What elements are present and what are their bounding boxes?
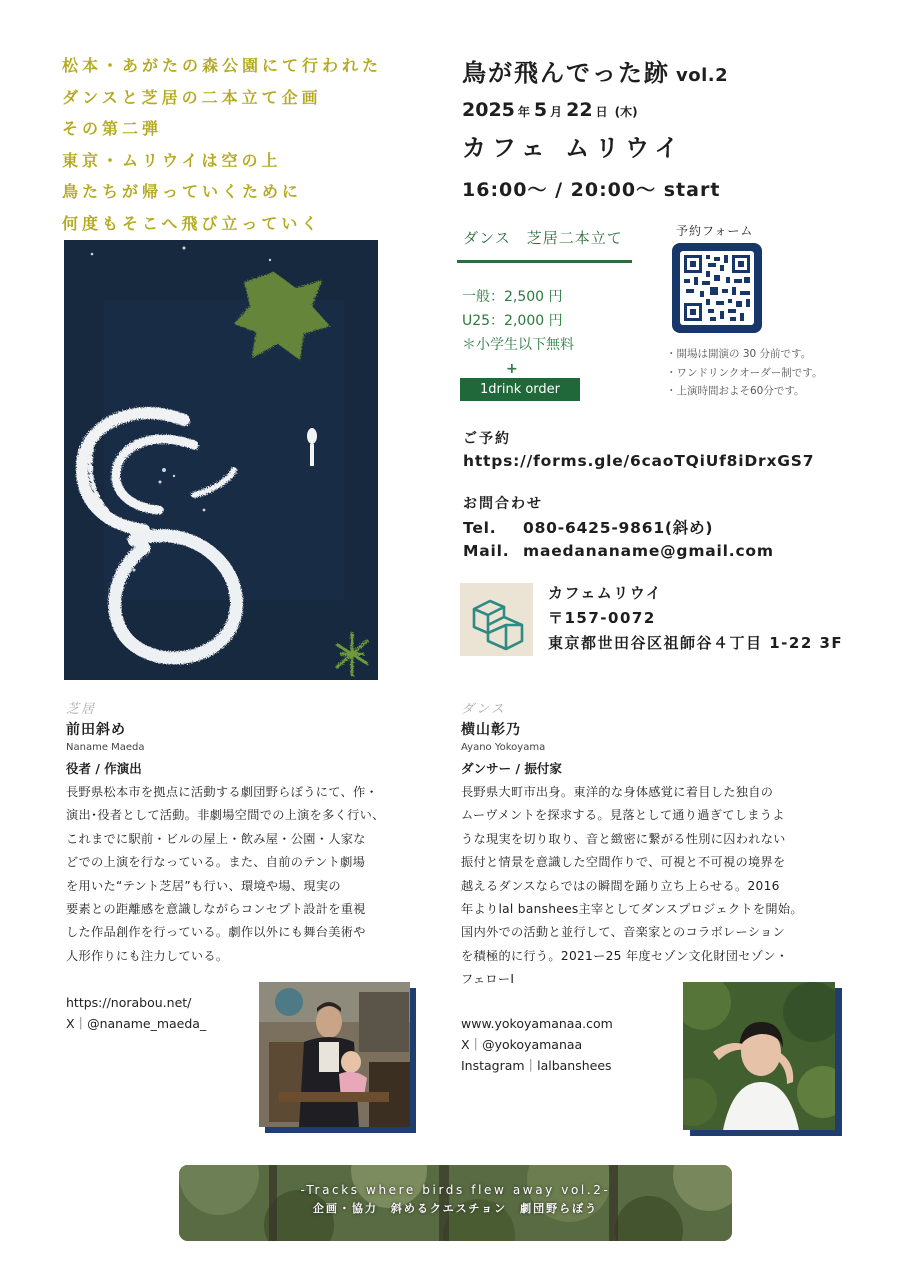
date-day: 22 [566, 99, 593, 121]
profile-role: ダンサー / 振付家 [461, 761, 562, 776]
genre-label: ダンス 芝居二本立て [463, 229, 623, 247]
drink-order-badge: 1drink order [460, 378, 580, 401]
event-title-text: 鳥が飛んでった跡 [462, 59, 670, 87]
event-header [462, 53, 728, 202]
intro-line: 松本・あがたの森公園にて行われた [62, 56, 383, 75]
x-account-link[interactable]: X｜@yokoyamanaa [461, 1037, 583, 1052]
tel-key: Tel. [463, 519, 497, 537]
instagram-link[interactable]: Instagram｜lalbanshees [461, 1058, 612, 1073]
reservation-link[interactable]: https://forms.gle/6caoTQiUf8iDrxGS7 [463, 452, 815, 470]
bio-line: 要素との距離感を意識しながらコンセプト設計を重視 [66, 902, 366, 917]
note-item: ・上演時間およそ60分です。 [666, 385, 805, 397]
banner-title: -Tracks where birds flew away vol.2- [300, 1183, 611, 1197]
profile-links [66, 992, 206, 1034]
x-account-link[interactable]: X｜@naname_maeda_ [66, 1016, 207, 1031]
portrait-photo [259, 982, 410, 1127]
bio-line: 人形作りにも注力している。 [66, 948, 229, 963]
website-link[interactable]: https://norabou.net/ [66, 995, 192, 1010]
event-volume: vol.2 [676, 65, 729, 86]
bio-line: うな現実を切り取り、音と緻密に繋がる性別に囚われない [461, 831, 786, 846]
venue-name: カフェムリウイ [548, 584, 663, 602]
profile-name: 前田斜め [66, 722, 126, 738]
venue-street-address: 東京都世田谷区祖師谷４丁目 1-22 3F [548, 634, 844, 652]
tel-value[interactable]: 080-6425-9861(斜め) [523, 519, 714, 537]
venue-postal: 〒157-0072 [548, 609, 656, 627]
intro-line: ダンスと芝居の二本立て企画 [62, 87, 322, 107]
cafe-building-icon [460, 583, 533, 656]
bio-line: を用いた“テント芝居”も行い、環境や場、現実の [66, 878, 341, 893]
bio-line: 長野県松本市を拠点に活動する劇団野らぼうにて、作・ [66, 785, 378, 799]
profile-theater [66, 698, 446, 968]
profile-category: 芝居 [66, 702, 97, 717]
date-year: 2025 [462, 99, 515, 121]
event-date [462, 99, 728, 121]
intro-text [62, 50, 382, 239]
qr-code-icon [680, 251, 754, 325]
profile-links [461, 1013, 613, 1076]
bio-line: 演出･役者として活動。非劇場空間での上演を多く行い、 [66, 808, 385, 823]
profile-bio [66, 781, 446, 968]
price-child: ＊小学生以下無料 [462, 337, 574, 353]
banner-text [179, 1183, 732, 1216]
mail-value[interactable]: maedananame@gmail.com [523, 542, 774, 560]
profile-romaji: Naname Maeda [66, 742, 145, 753]
bio-line: を積極的に行う。2021ー25 年度セゾン文化財団セゾン・ [461, 948, 789, 963]
bio-line: した作品創作を行っている。劇作以外にも舞台美術や [66, 925, 366, 940]
event-title [462, 53, 728, 88]
bio-line: 越えるダンスならではの瞬間を踊り立ち上らせる。2016 [461, 878, 780, 893]
profile-category: ダンス [461, 702, 506, 717]
event-notes [666, 345, 822, 401]
bio-line: これまでに駅前・ビルの屋上・飲み屋・公園・人家な [66, 831, 366, 846]
genre-divider [457, 260, 632, 263]
intro-line: 何度もそこへ飛び立っていく [62, 213, 322, 233]
intro-line: 鳥たちが帰っていくために [62, 182, 303, 201]
date-month-unit: 月 [550, 105, 563, 119]
date-weekday: (木) [614, 105, 638, 119]
venue-address [548, 581, 843, 656]
bio-line: 国内外での活動と並行して、音楽家とのコラボレーション [461, 925, 785, 940]
note-item: ・ワンドリンクオーダー制です。 [666, 366, 823, 379]
profile-bio [461, 781, 846, 992]
bio-line: フェローⅠ [461, 972, 515, 987]
price-plus: + [506, 361, 518, 377]
date-month: 5 [533, 99, 548, 121]
profile-role: 役者 / 作演出 [66, 761, 142, 776]
website-link[interactable]: www.yokoyamanaa.com [461, 1016, 613, 1031]
price-general: 一般：2,500 円 [462, 289, 563, 305]
note-item: ・開場は開演の 30 分前です。 [666, 348, 812, 360]
profile-romaji: Ayano Yokoyama [461, 742, 546, 753]
profile-name: 横山彰乃 [461, 722, 521, 738]
cyanotype-artwork [64, 240, 378, 680]
bio-line: どでの上演を行なっている。また、自前のテント劇場 [66, 855, 366, 870]
contact-mail [463, 542, 774, 560]
profile-dance [461, 698, 846, 992]
qr-label: 予約フォーム [676, 224, 754, 238]
reservation-qr-code[interactable] [672, 243, 762, 333]
footer-banner [179, 1165, 732, 1241]
bio-line: 年よりlal banshees主宰としてダンスプロジェクトを開始。 [461, 902, 803, 917]
date-year-unit: 年 [517, 105, 530, 119]
intro-line: その第二弾 [62, 119, 163, 138]
price-list [462, 285, 574, 381]
intro-line: 東京・ムリウイは空の上 [62, 150, 282, 170]
mail-key: Mail. [463, 542, 510, 560]
reservation-label: ご予約 [463, 431, 511, 447]
date-day-unit: 日 [595, 105, 608, 119]
inquiry-label: お問合わせ [463, 496, 543, 512]
bio-line: ムーヴメントを探求する。見落として通り過ぎてしまうよ [461, 808, 785, 823]
banner-credits: 企画・協力 斜めるクエスチョン 劇団野らぼう [312, 1202, 599, 1215]
event-venue: カフェ ムリウイ [462, 134, 685, 162]
event-times: 16:00〜 / 20:00〜 start [462, 179, 721, 201]
portrait-photo [683, 982, 835, 1130]
price-u25: U25：2,000 円 [462, 313, 563, 329]
bio-line: 振付と情景を意識した空間作りで、可視と不可視の境界を [461, 855, 786, 870]
bio-line: 長野県大町市出身。東洋的な身体感覚に着目した独自の [461, 785, 774, 799]
contact-tel [463, 516, 713, 538]
